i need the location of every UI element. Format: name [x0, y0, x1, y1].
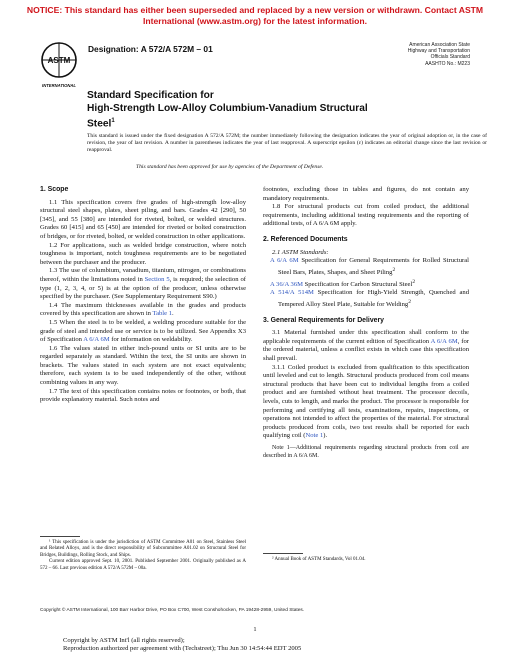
logo-text: ASTM [47, 56, 71, 65]
link-a6[interactable]: A 6/A 6M [83, 336, 110, 344]
designation: Designation: A 572/A 572M – 01 [88, 44, 213, 54]
right-column [263, 186, 469, 460]
left-column [40, 186, 246, 405]
footnote-1: ¹ This specification is under the jurisdiction of ASTM Committee A01 on Steel, Stainless Steel and Related Alloys, and is the direct responsibility of Subcommittee A01.02 on Structural Steel for Bridges, Buildings, Rolling Stock, and Ships. Current edition approved Sept. 10, 2001. Published September 2001. Originally published as A 572 – 66. Last previous edition A 572/A 572M – 00a. [40, 540, 246, 571]
link-note-1[interactable]: Note 1 [305, 432, 324, 440]
title-line: High-Strength Low-Alloy Columbium-Vanadium Structural [87, 102, 368, 114]
note-1: Note 1—Additional requirements regarding structural products from coil are described in A 6/A 6M. [263, 445, 469, 459]
ref-a514: A 514/A 514M Specification for High-Yield Strength, Quenched and Tempered Alloy Steel Plate, Suitable for Welding$^2$ [270, 289, 469, 309]
link-a6-3-1[interactable]: A 6/A 6M [430, 337, 458, 345]
ref-a36: A 36/A 36M Specification for Carbon Structural Steel$^2$ [270, 278, 416, 288]
ref-a6: A 6/A 6M Specification for General Requirements for Rolled Structural Steel Bars, Plates, Shapes, and Sheet Piling$^2$ [270, 257, 469, 276]
aashto-block [408, 42, 470, 67]
para-1-3: 1.3 The use of columbium, vanadium, titanium, nitrogen, or combinations thereof, within the limitations noted in Section 5, is required; the selection of type (1, 2, 3, 4, or 5) is at the option of the producer, unless otherwise specified by the purchaser. (See Supplementary Requirement S90.) [40, 267, 246, 301]
aashto-line: American Association State [409, 42, 470, 48]
title-line: Steel [87, 118, 112, 130]
title-footnote-ref: 1 [111, 118, 115, 125]
para-3-1-1: 3.1.1 Coiled product is excluded from qualification to this specification until leveled and cut to length. Structural products produced from coil means structural products that have been cut to individual lengths from a coiled product and are furnished without heat treatment. The processor decoils, levels, cuts to length, and marks the product. The processor is responsible for performing and certifying all tests, examinations, repairs, inspections, or operations not intended to affect the properties of the material. For structural products produced from coils, two test results shall be reported for each qualifying coil (Note 1). [263, 363, 469, 440]
link-ref-a514[interactable]: A 514/A 514M [270, 289, 314, 297]
approved-note: This standard has been approved for use by agencies of the Department of Defense. [136, 164, 324, 170]
footnote-rule [40, 536, 80, 537]
para-1-4: 1.4 The maximum thicknesses available in the grades and products covered by this specification are shown in Table 1. [40, 301, 246, 318]
link-ref-a36[interactable]: A 36/A 36M [270, 280, 303, 288]
footnote-2: ² Annual Book of ASTM Standards, Vol 01.04. [272, 557, 366, 562]
para-1-7: 1.7 The text of this specification contains notes or footnotes, or both, that provide explanatory material. Such notes and [40, 387, 246, 404]
para-1-5: 1.5 When the steel is to be welded, a welding procedure suitable for the grade of steel and intended use or service is to be utilized. See Appendix X3 of Specification A 6/A 6M for information on weldability. [40, 318, 246, 344]
link-ref-a6[interactable]: A 6/A 6M [270, 257, 299, 265]
para-1-8: 1.8 For structural products cut from coiled product, the additional requirements, including additional testing requirements and the reporting of additional tests, of A 6/A 6M apply. [263, 203, 469, 228]
para-2-1: 2.1 ASTM Standards: [272, 248, 329, 256]
aashto-line: Officials Standard [430, 54, 470, 61]
document-title [87, 90, 447, 131]
bottom-copyright: Copyright by ASTM Int'l (all rights reserved); [63, 637, 185, 644]
para-1-7-cont: footnotes, excluding those in tables and figures, do not contain any mandatory requirements. [263, 186, 469, 202]
aashto-line: AASHTO No.: M223 [425, 60, 470, 67]
link-section-5[interactable]: Section 5 [144, 275, 170, 283]
notice-line-2: International (www.astm.org) for the latest information. [142, 16, 368, 26]
withdrawal-notice [0, 5, 510, 27]
issued-note: This standard is issued under the fixed designation A 572/A 572M; the number immediately following the designation indicates the year of original adoption or, in the case of revision, the year of last revision. A number in parentheses indicates the year of last reapproval. A superscript epsilon (ε) indicates an editorial change since the last revision or reapproval. [87, 133, 487, 153]
logo-subtext: INTERNATIONAL [42, 83, 76, 88]
title-line: Standard Specification for [87, 90, 214, 101]
section-heading-referenced-documents: 2. Referenced Documents [263, 235, 348, 243]
page-number: 1 [253, 626, 257, 633]
aashto-line: Highway and Transportation [407, 48, 470, 55]
section-heading-general-requirements: 3. General Requirements for Delivery [263, 316, 385, 324]
notice-line-1: NOTICE: This standard has either been superseded and replaced by a new version or withdrawn. Contact ASTM [26, 5, 484, 15]
section-heading-scope: 1. Scope [40, 186, 69, 193]
para-1-2: 1.2 For applications, such as welded bridge construction, where notch toughness is important, notch toughness requirements are to be negotiated between the purchaser and the producer. [40, 241, 246, 266]
link-table-1[interactable]: Table 1 [152, 310, 172, 318]
para-3-1: 3.1 Material furnished under this specification shall conform to the applicable requirements of the current edition of Specification A 6/A 6M, for the ordered material, unless a conflict exists in which case this specification shall prevail. [263, 329, 469, 363]
footnote-rule [263, 553, 303, 554]
bottom-reproduction: Reproduction authorized per agreement with (Techstreet); Thu Jun 30 14:54:44 EDT 2005 [63, 645, 302, 652]
copyright-line: Copyright © ASTM International, 100 Barr Harbor Drive, PO Box C700, West Conshohocken, PA 19428-2959, United States. [40, 608, 305, 613]
astm-logo [40, 40, 78, 92]
para-1-6: 1.6 The values stated in either inch-pound units or SI units are to be regarded separately as standard. Within the text, the SI units are shown in brackets. The values stated in each system are not exact equivalents; therefore, each system is to be used independently of the other, without combining values in any way. [40, 344, 246, 387]
para-1-1: 1.1 This specification covers five grades of high-strength low-alloy structural steel shapes, plates, sheet piling, and bars. Grades 42 [290], 50 [345], and 55 [380] are intended for riveted, bolted, or welded structures. Grades 60 [415] and 65 [450] are intended for riveted or bolted construction of bridges, or for riveted, bolted, or welded construction in other applications. [40, 198, 246, 240]
